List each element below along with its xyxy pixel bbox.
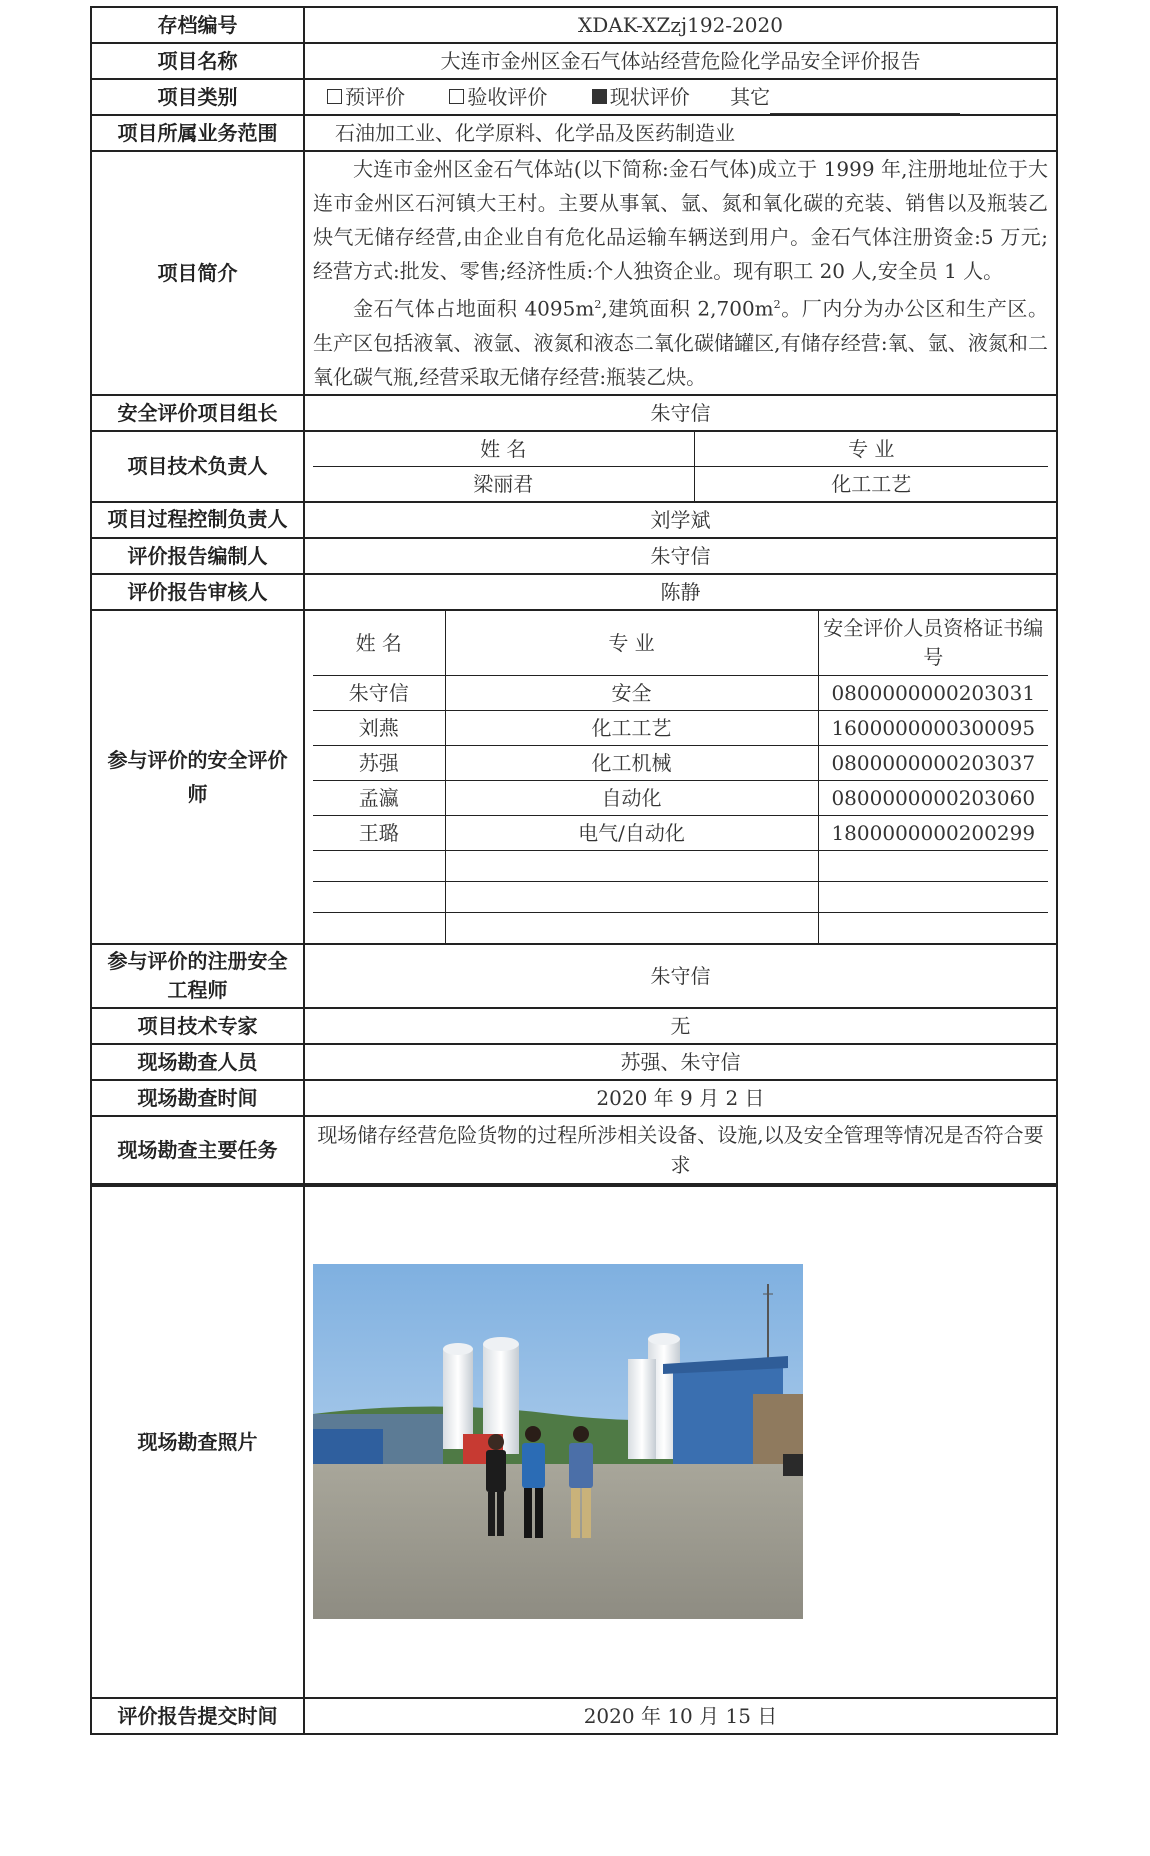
- tech-lead-label: 项目技术负责人: [91, 431, 304, 502]
- evaluator-major: 化工工艺: [445, 710, 818, 745]
- option-status-evaluation[interactable]: [592, 85, 690, 109]
- option-other-label: 其它: [730, 85, 771, 109]
- evaluator-cert: 1600000000300095: [818, 710, 1048, 745]
- leader-label: 安全评价项目组长: [91, 395, 304, 431]
- evaluator-cert: 0800000000203037: [818, 745, 1048, 780]
- compiler-label: 评价报告编制人: [91, 538, 304, 574]
- intro-paragraph-1: 大连市金州区金石气体站(以下简称:金石气体)成立于 1999 年,注册地址位于大连市金州区石河镇大王村。主要从事氧、氩、氮和氧化碳的充装、销售以及瓶装乙炔气无储存经营,由企业自有危化品运输车辆送到用户。金石气体注册资金:5 万元;经营方式:批发、零售;经济性质:个人独资企业。现有职工 20 人,安全员 1 人。: [313, 157, 1048, 283]
- survey-time-value: 2020 年 9 月 2 日: [304, 1080, 1057, 1116]
- evaluator-cert: 1800000000200299: [818, 815, 1048, 850]
- leader-value: 朱守信: [304, 395, 1057, 431]
- tech-expert-label: 项目技术专家: [91, 1008, 304, 1044]
- row-tech-lead: [91, 431, 1057, 502]
- evaluator-name: 孟瀛: [313, 780, 445, 815]
- intro-building-area-text: ,建筑面积 2,700m: [601, 296, 774, 321]
- survey-photo-cell: [304, 1185, 1057, 1698]
- evaluator-cert: 0800000000203031: [818, 675, 1048, 710]
- evaluator-major: 电气/自动化: [445, 815, 818, 850]
- checkbox-acceptance-evaluation[interactable]: [449, 89, 464, 104]
- tech-lead-table: [313, 432, 1048, 501]
- row-leader: [91, 395, 1057, 431]
- reviewer-label: 评价报告审核人: [91, 574, 304, 610]
- tech-expert-value: 无: [304, 1008, 1057, 1044]
- option-status-evaluation-label: 现状评价: [609, 85, 690, 109]
- superscript-2b: 2: [773, 298, 781, 311]
- evaluator-major: 自动化: [445, 780, 818, 815]
- project-name-value: 大连市金州区金石气体站经营危险化学品安全评价报告: [304, 43, 1057, 79]
- survey-staff-value: 苏强、朱守信: [304, 1044, 1057, 1080]
- row-submit-time: [91, 1698, 1057, 1734]
- business-scope-label: 项目所属业务范围: [91, 115, 304, 151]
- tech-lead-table-cell: [304, 431, 1057, 502]
- site-survey-photo: [313, 1264, 803, 1619]
- info-table: [90, 6, 1058, 1735]
- evaluators-header-name: 姓 名: [313, 611, 445, 676]
- survey-task-label: 现场勘查主要任务: [91, 1116, 304, 1185]
- row-survey-task: [91, 1116, 1057, 1185]
- evaluator-name: 朱守信: [313, 675, 445, 710]
- empty-row: [313, 881, 1048, 912]
- project-name-label: 项目名称: [91, 43, 304, 79]
- option-acceptance-evaluation-label: 验收评价: [467, 85, 548, 109]
- row-tech-expert: [91, 1008, 1057, 1044]
- evaluation-info-sheet: [90, 6, 1058, 1735]
- row-evaluators: [91, 610, 1057, 944]
- other-blank-line: [770, 91, 960, 114]
- tech-lead-major-header: 专 业: [694, 432, 1048, 467]
- row-survey-photo: [91, 1185, 1057, 1698]
- table-row: [313, 710, 1048, 745]
- submit-time-label: 评价报告提交时间: [91, 1698, 304, 1734]
- project-type-label: 项目类别: [91, 79, 304, 115]
- archive-no-label: 存档编号: [91, 7, 304, 43]
- evaluators-label: 参与评价的安全评价师: [91, 610, 304, 944]
- evaluator-major: 化工机械: [445, 745, 818, 780]
- business-scope-value: 石油加工业、化学原料、化学品及医药制造业: [304, 115, 1057, 151]
- submit-time-value: 2020 年 10 月 15 日: [304, 1698, 1057, 1734]
- tech-lead-major: 化工工艺: [694, 466, 1048, 501]
- reviewer-value: 陈静: [304, 574, 1057, 610]
- row-reviewer: [91, 574, 1057, 610]
- empty-row: [313, 850, 1048, 881]
- evaluators-table: [313, 611, 1048, 943]
- row-archive-no: [91, 7, 1057, 43]
- intro-paragraph-2: [313, 288, 1048, 394]
- process-lead-label: 项目过程控制负责人: [91, 502, 304, 538]
- checkbox-pre-evaluation[interactable]: [327, 89, 342, 104]
- evaluators-table-cell: [304, 610, 1057, 944]
- checkbox-status-evaluation[interactable]: [592, 89, 607, 104]
- empty-row: [313, 912, 1048, 943]
- intro-area-text: 金石气体占地面积 4095m: [353, 296, 595, 321]
- option-pre-evaluation-label: 预评价: [345, 85, 405, 109]
- row-survey-staff: [91, 1044, 1057, 1080]
- evaluator-name: 刘燕: [313, 710, 445, 745]
- survey-task-value: 现场储存经营危险货物的过程所涉相关设备、设施,以及安全管理等情况是否符合要求: [304, 1116, 1057, 1185]
- tech-lead-name: 梁丽君: [313, 466, 694, 501]
- table-row: [313, 780, 1048, 815]
- row-project-type: [91, 79, 1057, 115]
- intro-text: [304, 151, 1057, 395]
- row-intro: [91, 151, 1057, 395]
- row-process-lead: [91, 502, 1057, 538]
- tech-lead-name-header: 姓 名: [313, 432, 694, 467]
- row-reg-engineer: [91, 944, 1057, 1008]
- process-lead-value: 刘学斌: [304, 502, 1057, 538]
- option-pre-evaluation[interactable]: [327, 85, 405, 109]
- intro-rest-text: 。厂内分为办公区和生产区。生产区包括液氧、液氩、液氮和液态二氧化碳储罐区,有储存经营:氧、氩、液氮和二氧化碳气瓶,经营采取无储存经营:瓶装乙炔。: [313, 296, 1048, 389]
- evaluator-name: 苏强: [313, 745, 445, 780]
- table-row: [313, 675, 1048, 710]
- evaluator-name: 王璐: [313, 815, 445, 850]
- project-type-options: [304, 79, 1057, 115]
- site-photo-image: [313, 1264, 803, 1619]
- row-project-name: [91, 43, 1057, 79]
- compiler-value: 朱守信: [304, 538, 1057, 574]
- option-acceptance-evaluation[interactable]: [449, 85, 547, 109]
- row-compiler: [91, 538, 1057, 574]
- survey-time-label: 现场勘查时间: [91, 1080, 304, 1116]
- table-row: [313, 815, 1048, 850]
- archive-no-value: XDAK-XZzj192-2020: [304, 7, 1057, 43]
- evaluator-cert: 0800000000203060: [818, 780, 1048, 815]
- survey-staff-label: 现场勘查人员: [91, 1044, 304, 1080]
- evaluators-header-cert: 安全评价人员资格证书编号: [818, 611, 1048, 676]
- row-survey-time: [91, 1080, 1057, 1116]
- row-business-scope: [91, 115, 1057, 151]
- intro-label: 项目简介: [91, 151, 304, 395]
- evaluators-header-major: 专 业: [445, 611, 818, 676]
- reg-engineer-value: 朱守信: [304, 944, 1057, 1008]
- table-row: [313, 745, 1048, 780]
- reg-engineer-label: 参与评价的注册安全工程师: [91, 944, 304, 1008]
- survey-photo-label: 现场勘查照片: [91, 1185, 304, 1698]
- evaluator-major: 安全: [445, 675, 818, 710]
- superscript-2: 2: [594, 298, 602, 311]
- evaluators-header-row: [313, 611, 1048, 676]
